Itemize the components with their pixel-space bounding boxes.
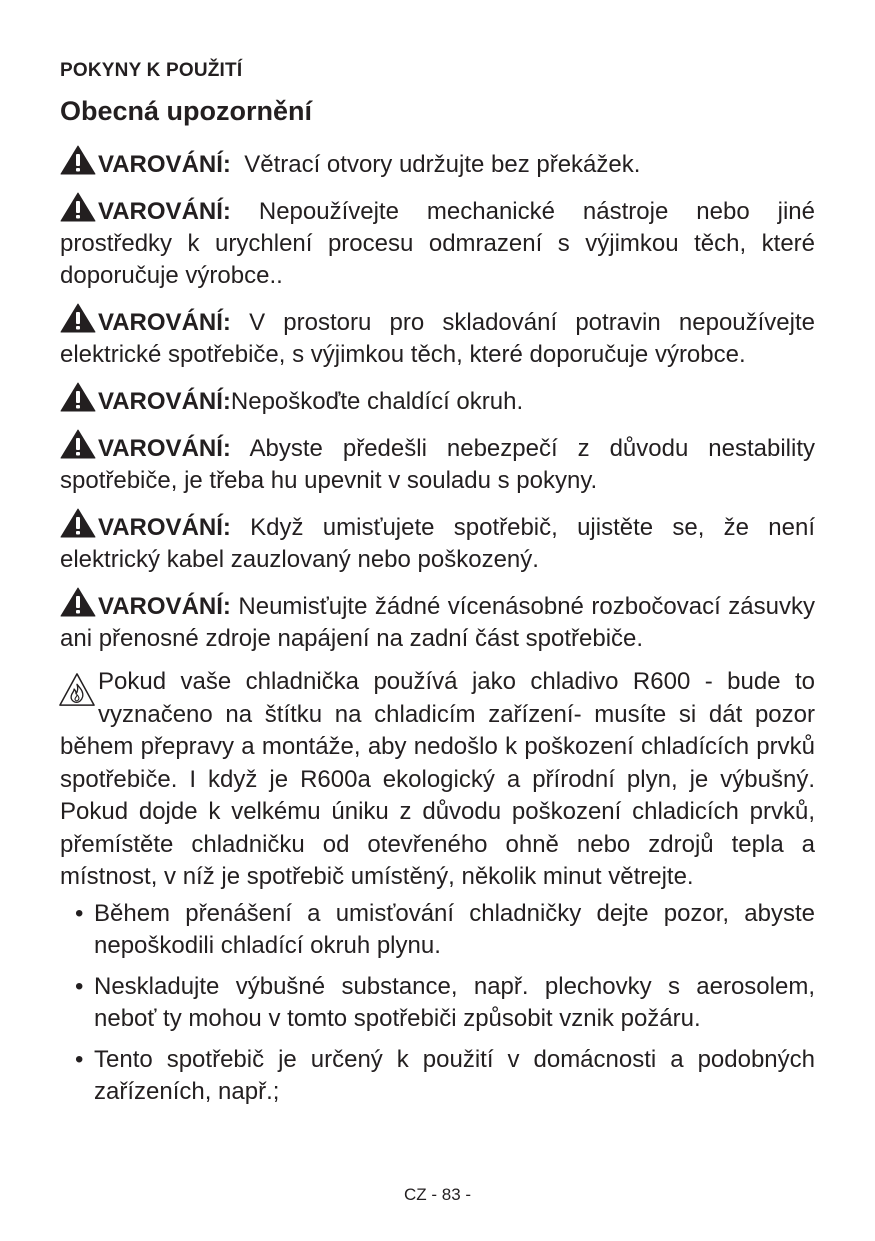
warning-label: VAROVÁNÍ: <box>98 593 231 620</box>
warning-text: Když umisťujete spotřebič, ujistěte se, že není elektrický kabel zauzlovaný nebo poškozený. <box>60 514 822 573</box>
warning-text: Abyste předešli nebezpečí z důvodu nestability spotřebiče, je třeba hu upevnit v souladu s pokyny. <box>60 435 822 494</box>
section-title: POKYNY K POUŽITÍ <box>60 60 243 81</box>
warning-item <box>60 192 822 292</box>
bullet-marker: • <box>75 1045 84 1073</box>
warning-item <box>60 587 822 655</box>
warning-text: Neumisťujte žádné vícenásobné rozbočovací zásuvky ani přenosné zdroje napájení na zadní část spotřebiče. <box>60 593 822 652</box>
warning-item <box>60 382 815 418</box>
warning-label: VAROVÁNÍ: <box>98 309 231 336</box>
warning-text: Nepoužívejte mechanické nástroje nebo jiné prostředky k urychlení procesu odmrazení s výjimkou těch, které doporučuje výrobce.. <box>60 198 822 289</box>
warning-label: VAROVÁNÍ: <box>98 388 231 415</box>
bullet-marker: • <box>75 899 84 927</box>
list-item-text: Neskladujte výbušné substance, např. plechovky s aerosolem, neboť ty mohou v tomto spotřebiči způsobit vznik požáru. <box>94 972 815 1032</box>
list-item <box>60 898 815 962</box>
list-item-text: Tento spotřebič je určený k použití v domácnosti a podobných zařízeních, např.; <box>94 1045 815 1105</box>
page-number: CZ - 83 - <box>403 1185 472 1204</box>
warning-text: Nepoškoďte chaldící okruh. <box>230 388 524 415</box>
warning-triangle-icon <box>60 192 96 222</box>
warning-triangle-icon <box>60 429 96 459</box>
document-page <box>60 60 822 1117</box>
warning-label: VAROVÁNÍ: <box>98 198 231 225</box>
warning-item <box>60 508 822 576</box>
warning-item <box>60 145 815 181</box>
warning-triangle-icon <box>60 587 96 617</box>
warning-item <box>60 429 822 497</box>
list-item-text: Během přenášení a umisťování chladničky dejte pozor, abyste nepoškodili chladící okruh plynu. <box>94 899 815 959</box>
flammable-refrigerant-notice <box>60 666 815 894</box>
warning-item <box>60 303 822 371</box>
flammable-notice-text: Pokud vaše chladnička používá jako chladivo R600 - bude to vyznačeno na štítku na chladicím zařízení- musíte si dát pozor během přepravy a montáže, aby nedošlo k poškození chladících prvků spotřebiče. I když je R600a ekologický a přírodní plyn, je výbušný. Pokud dojde k velkému úniku z důvodu poškození chladicích prvků, přemístěte chladničku od otevřeného ohně nebo zdrojů tepla a místnost, v níž je spotřebič umístěný, několik minut větrejte. <box>60 668 815 890</box>
warning-triangle-icon <box>60 382 96 412</box>
warning-label: VAROVÁNÍ: <box>98 435 231 462</box>
warning-label: VAROVÁNÍ: <box>98 151 231 178</box>
warning-label: VAROVÁNÍ: <box>98 514 231 541</box>
warning-triangle-icon <box>60 145 96 175</box>
warning-triangle-icon <box>60 508 96 538</box>
list-item <box>60 971 815 1035</box>
warning-text: Větrací otvory udržujte bez překážek. <box>230 151 641 178</box>
warning-triangle-icon <box>60 303 96 333</box>
warning-text: V prostoru pro skladování potravin nepoužívejte elektrické spotřebiče, s výjimkou těch, které doporučuje výrobce. <box>60 309 822 368</box>
page-subtitle: Obecná upozornění <box>60 96 313 126</box>
bullet-list <box>60 898 815 1108</box>
list-item <box>60 1044 815 1108</box>
bullet-marker: • <box>75 972 84 1000</box>
warnings-list <box>60 145 822 655</box>
flammable-warning-icon <box>58 672 96 708</box>
